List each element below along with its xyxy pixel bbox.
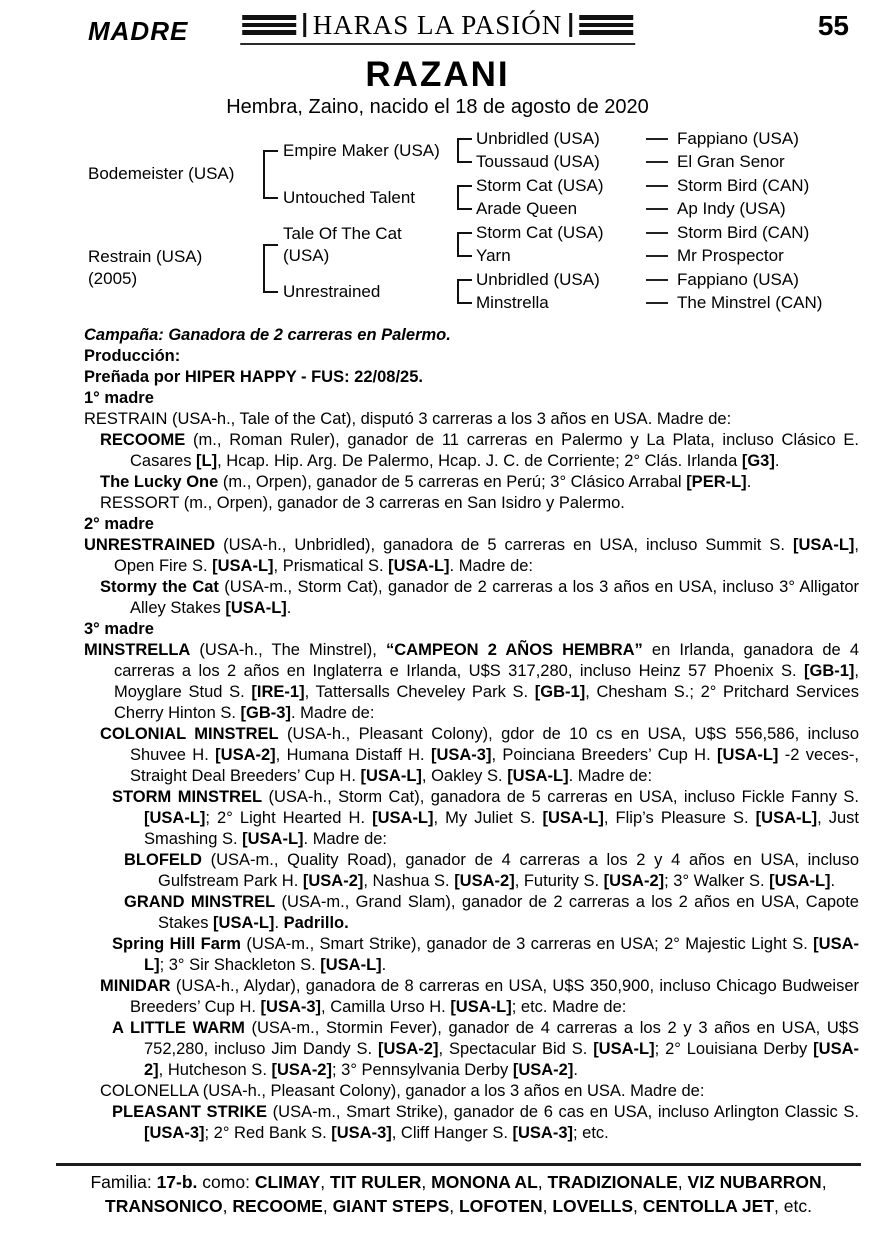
pedigree-g3-5: Yarn xyxy=(476,246,511,266)
pleasant-strike-paragraph: PLEASANT STRIKE (USA-m., Smart Strike), ganador de 6 cas en USA, incluso Arlington Classic S. [USA-3]; 2° Red Bank S. [USA-3], Cliff Hanger S. [USA-3]; etc. xyxy=(112,1103,859,1142)
pedigree-g4-2: Storm Bird (CAN) xyxy=(634,174,875,198)
bracket-g2-0 xyxy=(450,127,472,174)
brand-logo xyxy=(240,12,636,45)
stormy-the-cat-paragraph: Stormy the Cat (USA-m., Storm Cat), ganador de 2 carreras a los 3 años en USA, incluso 3° Alligator Alley Stakes [USA-L]. xyxy=(100,578,859,617)
pedigree-g4-3: Ap Indy (USA) xyxy=(634,198,875,222)
pregnancy-note: Preñada por HIPER HAPPY - FUS: 22/08/25. xyxy=(84,368,423,386)
brand-name: HARAS LA PASIÓN xyxy=(312,10,563,40)
dash-connector xyxy=(646,185,668,187)
logo-bars-right-icon xyxy=(579,15,633,35)
a-little-warm-paragraph: A LITTLE WARM (USA-m., Stormin Fever), ganador de 4 carreras a los 2 y 3 años en USA, U$S 752,280, incluso Jim Dandy S. [USA-2], Spectacular Bid S. [USA-L]; 2° Louisiana Derby [USA-2], Hutcheson S. [USA-2]; 3° Pennsylvania Derby [USA-2]. xyxy=(112,1019,859,1079)
minidar-paragraph: MINIDAR (USA-h., Alydar), ganadora de 8 carreras en USA, U$S 350,900, incluso Chicago Budweiser Breeders’ Cup H. [USA-3], Camilla Urso H. [USA-L]; etc. Madre de: xyxy=(100,977,859,1016)
pedigree-g2-1: Untouched Talent xyxy=(283,187,416,207)
minstrella-paragraph: MINSTRELLA (USA-h., The Minstrel), “CAMPEON 2 AÑOS HEMBRA” en Irlanda, ganadora de 4 carreras a los 2 años en Inglaterra e Irlanda, U$S 317,280, incluso Heinz 57 Phoenix S. [GB-1], Moyglare Stud S. [IRE-1], Tattersalls Cheveley Park S. [GB-1], Chesham S.; 2° Pritchard Services Cherry Hinton S. [GB-3]. Madre de: xyxy=(84,641,859,722)
pedigree-g4-1: El Gran Senor xyxy=(634,151,875,175)
lucky-one-paragraph: The Lucky One (m., Orpen), ganador de 5 carreras en Perú; 3° Clásico Arrabal [PER-L]. xyxy=(100,473,752,491)
horse-name: RAZANI xyxy=(365,55,510,94)
pedigree-table xyxy=(88,127,875,315)
pedigree-g3-3: Arade Queen xyxy=(476,199,578,219)
ressort-paragraph: RESSORT (m., Orpen), ganador de 3 carreras en San Isidro y Palermo. xyxy=(100,494,625,512)
dash-connector xyxy=(646,138,668,140)
pedigree-g3-0: Unbridled (USA) xyxy=(476,128,600,148)
pedigree-g3-7: Minstrella xyxy=(476,293,549,313)
pedigree-g4-5: Mr Prospector xyxy=(634,245,875,269)
pedigree-g2-0: Empire Maker (USA) xyxy=(283,140,440,160)
third-dam-header: 3° madre xyxy=(84,620,154,638)
first-dam-header: 1° madre xyxy=(84,389,154,407)
unrestrained-paragraph: UNRESTRAINED (USA-h., Unbridled), ganadora de 5 carreras en USA, incluso Summit S. [USA-L], Open Fire S. [USA-L], Prismatical S. [USA-L]. Madre de: xyxy=(84,536,859,575)
dash-connector xyxy=(646,161,668,163)
logo-divider-right xyxy=(569,13,572,37)
pedigree-g2-3: Unrestrained xyxy=(283,281,381,301)
pedigree-g2-2: Tale Of The Cat (USA) xyxy=(283,223,402,265)
pedigree-g4-0: Fappiano (USA) xyxy=(634,127,875,151)
dash-connector xyxy=(646,302,668,304)
family-note xyxy=(0,1163,875,1218)
colonella-paragraph: COLONELLA (USA-h., Pleasant Colony), ganador a los 3 años en USA. Madre de: xyxy=(100,1082,705,1100)
section-label: MADRE xyxy=(88,16,189,46)
grand-minstrel-paragraph: GRAND MINSTREL (USA-m., Grand Slam), ganador de 2 carreras a los 2 años en USA, Capote Stakes [USA-L]. Padrillo. xyxy=(124,893,859,932)
pedigree-g3-4: Storm Cat (USA) xyxy=(476,222,604,242)
pedigree-g4-6: Fappiano (USA) xyxy=(634,268,875,292)
pedigree-g3-6: Unbridled (USA) xyxy=(476,269,600,289)
restrain-paragraph: RESTRAIN (USA-h., Tale of the Cat), disputó 3 carreras a los 3 años en USA. Madre de: xyxy=(84,410,732,428)
pedigree-g3-1: Toussaud (USA) xyxy=(476,152,600,172)
pedigree-g4-7: The Minstrel (CAN) xyxy=(634,292,875,316)
second-dam-header: 2° madre xyxy=(84,515,154,533)
family-line: Familia: 17-b. como: CLIMAY, TIT RULER, MONONA AL, TRADIZIONALE, VIZ NUBARRON, TRANSONICO, RECOOME, GIANT STEPS, LOFOTEN, LOVELLS, CENTOLLA JET, etc. xyxy=(90,1172,827,1216)
footer-divider xyxy=(56,1163,861,1166)
storm-minstrel-paragraph: STORM MINSTREL (USA-h., Storm Cat), ganadora de 5 carreras en USA, incluso Fickle Fanny S. [USA-L]; 2° Light Hearted H. [USA-L], My Juliet S. [USA-L], Flip’s Pleasure S. [USA-L], Just Smashing S. [USA-L]. Madre de: xyxy=(112,788,859,848)
dash-connector xyxy=(646,232,668,234)
page-number: 55 xyxy=(817,10,849,41)
produce-section xyxy=(84,325,859,1144)
page-header xyxy=(0,0,875,57)
dash-connector xyxy=(646,279,668,281)
colonial-minstrel-paragraph: COLONIAL MINSTREL (USA-h., Pleasant Colony), gdor de 10 cs en USA, U$S 556,586, incluso Shuvee H. [USA-2], Humana Distaff H. [USA-3], Poinciana Breeders’ Cup H. [USA-L] -2 veces-, Straight Deal Breeders’ Cup H. [USA-L], Oakley S. [USA-L]. Madre de: xyxy=(100,725,859,785)
blofeld-paragraph: BLOFELD (USA-m., Quality Road), ganador de 4 carreras a los 2 y 4 años en USA, incluso Gulfstream Park H. [USA-2], Nashua S. [USA-2], Futurity S. [USA-2]; 3° Walker S. [USA-L]. xyxy=(124,851,859,890)
pedigree-sire: Bodemeister (USA) xyxy=(88,164,235,183)
spring-hill-farm-paragraph: Spring Hill Farm (USA-m., Smart Strike), ganador de 3 carreras en USA; 2° Majestic Light S. [USA-L]; 3° Sir Shackleton S. [USA-L]. xyxy=(112,935,859,974)
bracket-dam xyxy=(256,221,278,315)
pedigree-g4-4: Storm Bird (CAN) xyxy=(634,221,875,245)
pedigree-dam: Restrain (USA) (2005) xyxy=(88,247,203,288)
logo-bars-left-icon xyxy=(242,15,296,35)
bracket-g2-3 xyxy=(450,268,472,315)
dash-connector xyxy=(646,208,668,210)
bracket-sire xyxy=(256,127,278,221)
production-label: Producción: xyxy=(84,347,181,365)
pedigree-g3-2: Storm Cat (USA) xyxy=(476,175,604,195)
campaign-line: Campaña: Ganadora de 2 carreras en Palermo. xyxy=(84,326,451,344)
dash-connector xyxy=(646,255,668,257)
logo-divider-left xyxy=(303,13,306,37)
bracket-g2-1 xyxy=(450,174,472,221)
recoome-paragraph: RECOOME (m., Roman Ruler), ganador de 11 carreras en Palermo y La Plata, incluso Clásico E. Casares [L], Hcap. Hip. Arg. De Palermo, Hcap. J. C. de Corriente; 2° Clás. Irlanda [G3]. xyxy=(100,431,859,470)
bracket-g2-2 xyxy=(450,221,472,268)
horse-description: Hembra, Zaino, nacido el 18 de agosto de 2020 xyxy=(226,96,649,118)
